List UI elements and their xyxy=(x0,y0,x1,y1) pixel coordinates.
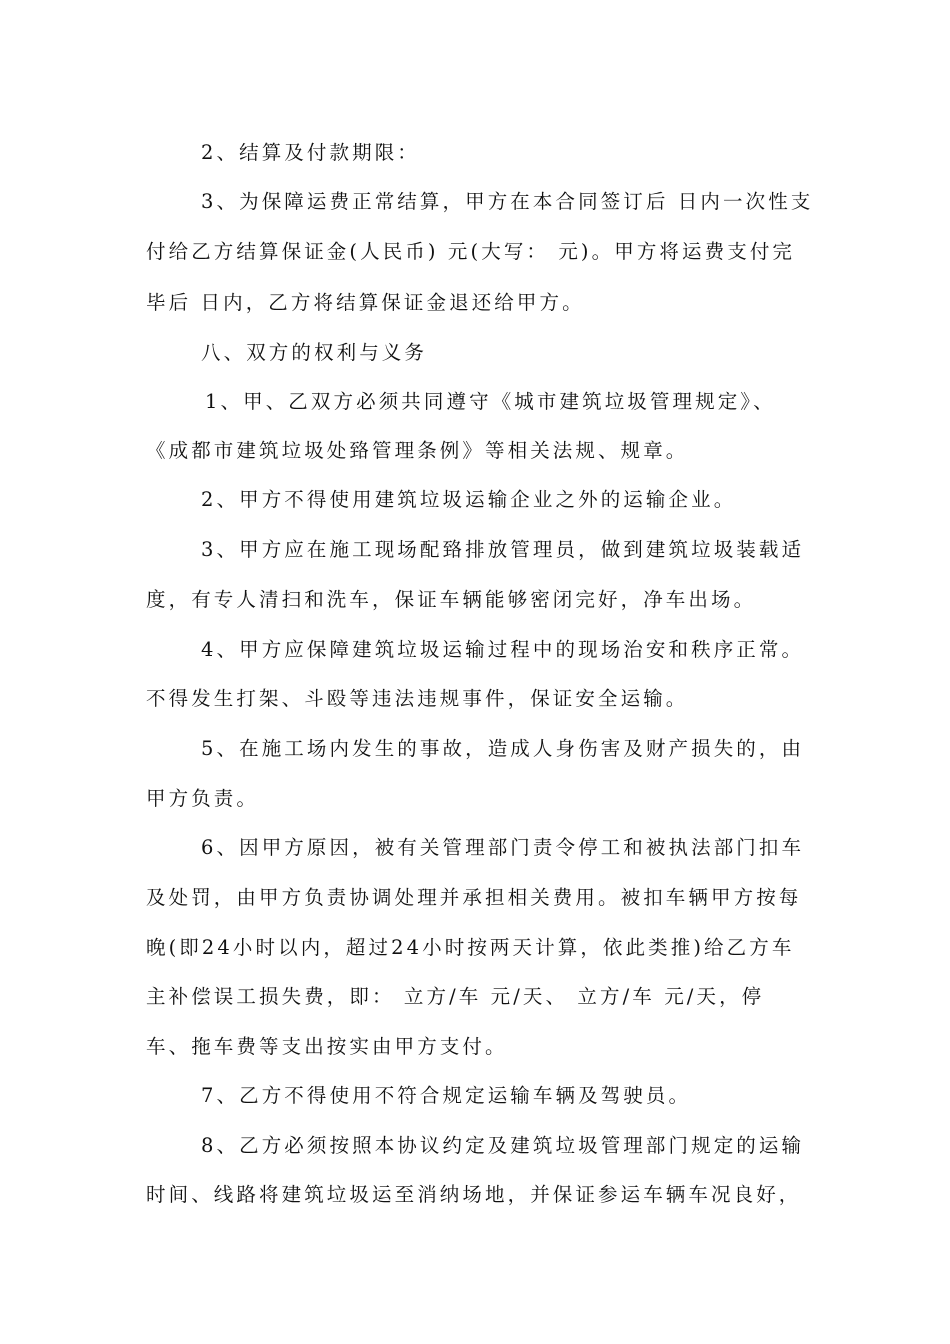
item-2-line-1: 2、甲方不得使用建筑垃圾运输企业之外的运输企业。 xyxy=(201,488,737,511)
item-6-line-5: 车、拖车费等支出按实由甲方支付。 xyxy=(146,1035,508,1058)
item-3-line-1: 3、甲方应在施工现场配臵排放管理员，做到建筑垃圾装载适 xyxy=(201,538,805,561)
section-8-heading: 八、双方的权利与义务 xyxy=(201,341,428,364)
item-8-line-1: 8、乙方必须按照本协议约定及建筑垃圾管理部门规定的运输 xyxy=(201,1134,805,1157)
item-4-line-2: 不得发生打架、斗殴等违法违规事件，保证安全运输。 xyxy=(146,687,689,710)
item-6-line-1: 6、因甲方原因，被有关管理部门责令停工和被执法部门扣车 xyxy=(201,836,805,859)
item-8-line-2: 时间、线路将建筑垃圾运至消纳场地，并保证参运车辆车况良好， xyxy=(146,1183,802,1206)
item-6-line-4: 主补偿误工损失费，即： 立方/车 元/天、 立方/车 元/天，停 xyxy=(146,985,765,1008)
clause-2-settlement-heading: 2、结算及付款期限： xyxy=(201,141,420,164)
item-5-line-1: 5、在施工场内发生的事故，造成人身伤害及财产损失的，由 xyxy=(201,737,805,760)
item-7-line-1: 7、乙方不得使用不符合规定运输车辆及驾驶员。 xyxy=(201,1084,692,1107)
item-1-line-1: 1、甲、乙双方必须共同遵守《城市建筑垃圾管理规定》、 xyxy=(205,390,776,413)
clause-3-deposit-line-1: 3、为保障运费正常结算，甲方在本合同签订后 日内一次性支 xyxy=(201,190,814,213)
clause-3-deposit-line-3: 毕后 日内，乙方将结算保证金退还给甲方。 xyxy=(146,291,585,314)
item-4-line-1: 4、甲方应保障建筑垃圾运输过程中的现场治安和秩序正常。 xyxy=(201,638,805,661)
item-6-line-3: 晚(即24小时以内，超过24小时按两天计算，依此类推)给乙方车 xyxy=(146,936,795,959)
item-6-line-2: 及处罚，由甲方负责协调处理并承担相关费用。被扣车辆甲方按每 xyxy=(146,886,802,909)
clause-3-deposit-line-2: 付给乙方结算保证金(人民币) 元(大写： 元)。甲方将运费支付完 xyxy=(146,240,796,263)
item-5-line-2: 甲方负责。 xyxy=(146,787,260,810)
item-3-line-2: 度，有专人清扫和洗车，保证车辆能够密闭完好，净车出场。 xyxy=(146,588,757,611)
item-1-line-2: 《成都市建筑垃圾处臵管理条例》等相关法规、规章。 xyxy=(146,439,689,462)
